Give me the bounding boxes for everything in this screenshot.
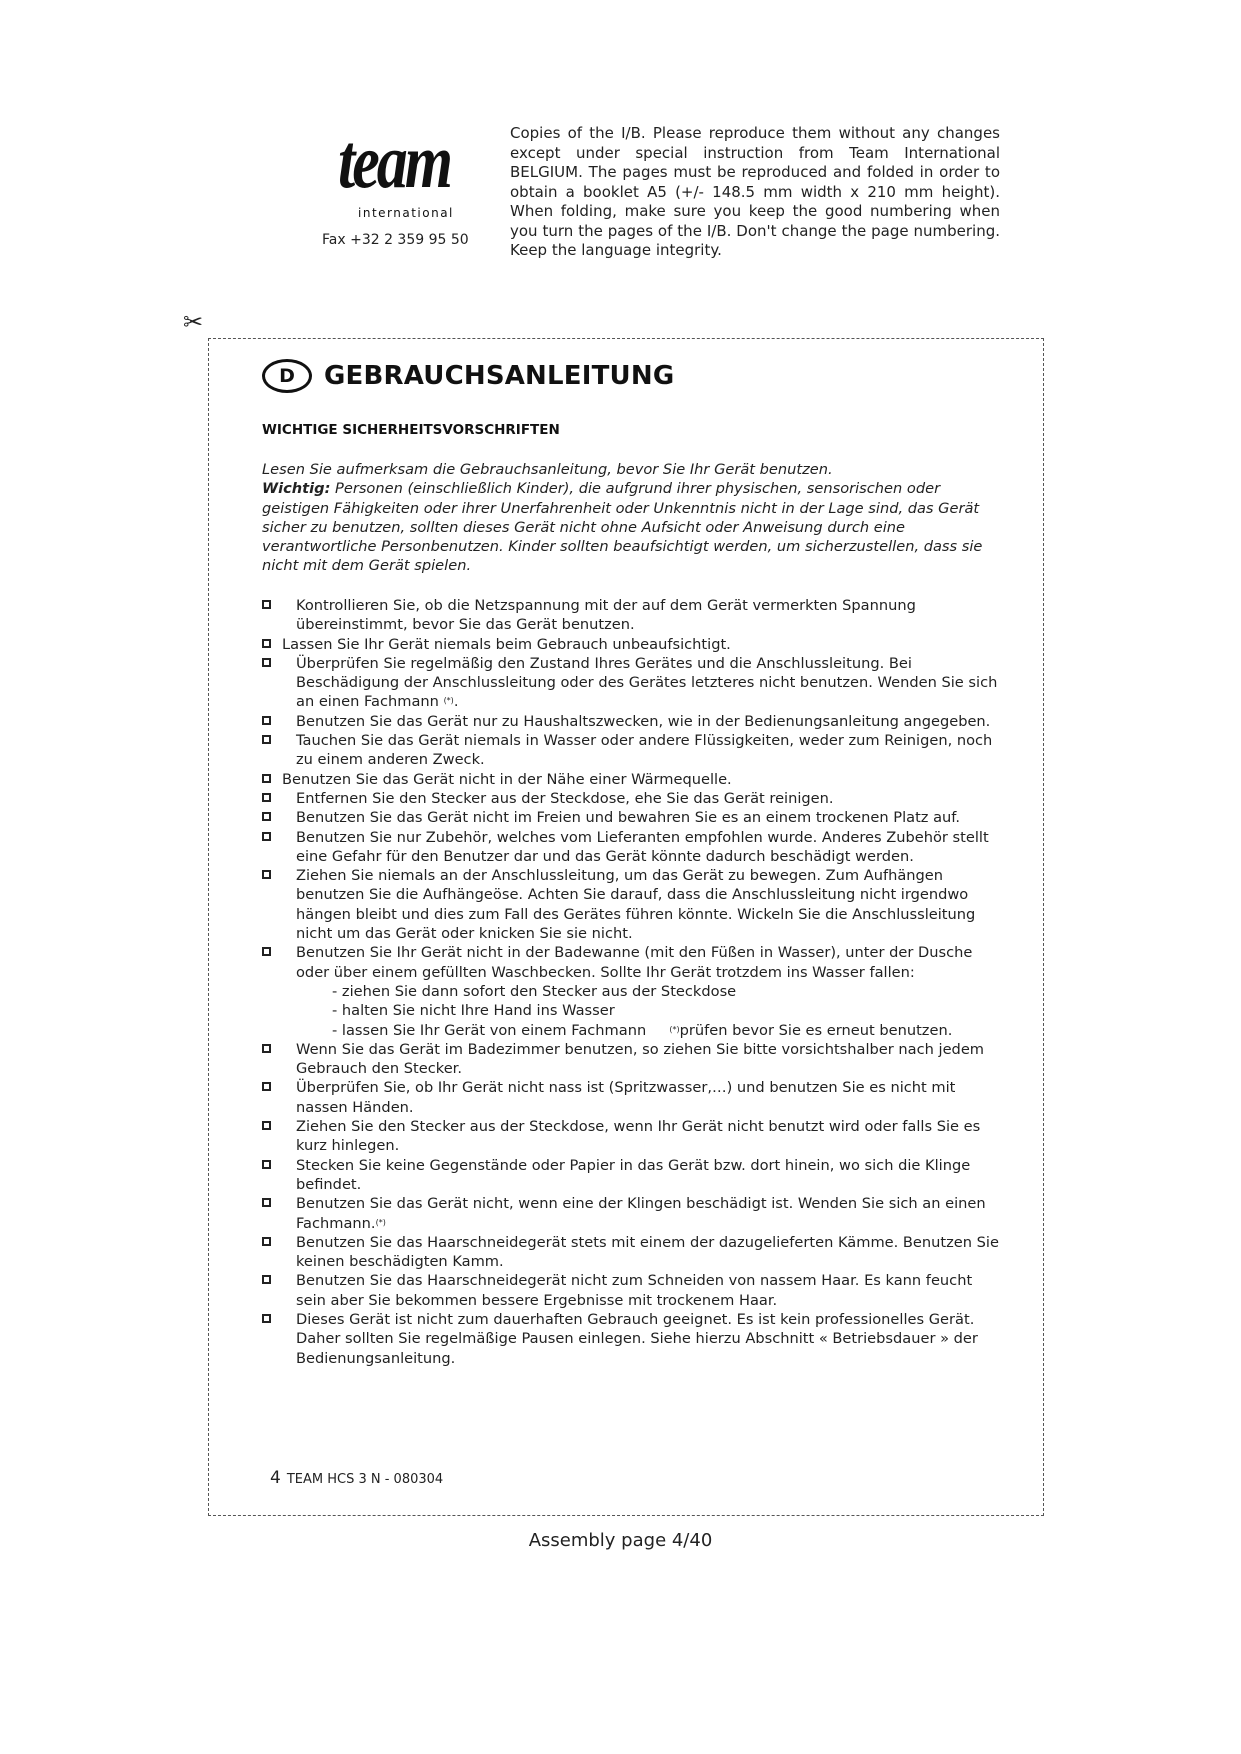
list-item: Dieses Gerät ist nicht zum dauerhaften Gebrauch geeignet. Es ist kein professionelles Gerät. Daher sollten Sie regelmäßige Pausen einlegen. Siehe hierzu Abschnitt « Betriebsdauer » der Bedienungsanleitung.: [262, 1310, 1002, 1368]
checkbox-icon: [262, 1314, 271, 1323]
checkbox-icon: [262, 793, 271, 802]
sub-list-item: - halten Sie nicht Ihre Hand ins Wasser: [332, 1002, 615, 1020]
list-item: Benutzen Sie das Haarschneidegerät stets mit einem der dazugelieferten Kämme. Benutzen Sie keinen beschädigten Kamm.: [262, 1233, 1002, 1272]
important-text: Personen (einschließlich Kinder), die aufgrund ihrer physischen, sensorischen oder geistigen Fähigkeiten oder ihrer Unerfahrenheit oder Unkenntnis nicht in der Lage sind, das Gerät sicher zu benutzen, sollten dieses Gerät nicht ohne Aufsicht oder Anweisung durch eine verantwortliche Personbenutzen. Kinder sollten beaufsichtigt werden, um sicherzustellen, dass sie nicht mit dem Gerät spielen.: [262, 480, 983, 575]
checkbox-icon: [262, 716, 271, 725]
logo-word: team: [338, 119, 450, 205]
checkbox-icon: [262, 947, 271, 956]
checkbox-icon: [262, 812, 271, 821]
list-item: Benutzen Sie das Gerät nur zu Haushaltszwecken, wie in der Bedienungsanleitung angegeben.: [262, 712, 1002, 731]
list-item: Entfernen Sie den Stecker aus der Steckdose, ehe Sie das Gerät reinigen.: [262, 789, 1002, 808]
footnote-marker: (*): [669, 1024, 680, 1034]
checkbox-icon: [262, 735, 271, 744]
section-title: WICHTIGE SICHERHEITSVORSCHRIFTEN: [262, 422, 560, 438]
fax-number: Fax +32 2 359 95 50: [322, 232, 469, 248]
list-item: Stecken Sie keine Gegenstände oder Papier in das Gerät bzw. dort hinein, wo sich die Klinge befindet.: [262, 1156, 1002, 1195]
list-item: Ziehen Sie den Stecker aus der Steckdose, wenn Ihr Gerät nicht benutzt wird oder falls Sie es kurz hinlegen.: [262, 1117, 1002, 1156]
intro-line: Lesen Sie aufmerksam die Gebrauchsanleitung, bevor Sie Ihr Gerät benutzen.: [262, 461, 833, 478]
checkbox-icon: [262, 639, 271, 648]
list-item: Überprüfen Sie regelmäßig den Zustand Ihres Gerätes und die Anschlussleitung. Bei Beschädigung der Anschlussleitung oder des Gerätes letzteres nicht benutzen. Wenden Sie sich an einen Fachmann (*).: [262, 654, 1002, 712]
checkbox-icon: [262, 1082, 271, 1091]
assembly-page-label: Assembly page 4/40: [528, 1530, 713, 1551]
list-item: Benutzen Sie nur Zubehör, welches vom Lieferanten empfohlen wurde. Anderes Zubehör stellt eine Gefahr für den Benutzer dar und das Gerät könnte dadurch beschädigt werden.: [262, 828, 1002, 867]
checkbox-icon: [262, 1160, 271, 1169]
checkbox-icon: [262, 774, 271, 783]
list-item: Ziehen Sie niemals an der Anschlussleitung, um das Gerät zu bewegen. Zum Aufhängen benutzen Sie die Aufhängeöse. Achten Sie darauf, dass die Anschlussleitung nicht irgendwo hängen bleibt und dies zum Fall des Gerätes führen könnte. Wickeln Sie die Anschlussleitung nicht um das Gerät oder knicken Sie sie nicht.: [262, 866, 1002, 943]
list-item: Lassen Sie Ihr Gerät niemals beim Gebrauch unbeaufsichtigt.: [262, 635, 1002, 654]
list-item: Benutzen Sie das Haarschneidegerät nicht zum Schneiden von nassem Haar. Es kann feucht sein aber Sie bekommen bessere Ergebnisse mit trockenem Haar.: [262, 1271, 1002, 1310]
page-title: GEBRAUCHSANLEITUNG: [324, 361, 675, 391]
list-item: Benutzen Sie das Gerät nicht in der Nähe einer Wärmequelle.: [262, 770, 1002, 789]
footnote-marker: (*): [443, 696, 454, 706]
list-item: Kontrollieren Sie, ob die Netzspannung mit der auf dem Gerät vermerkten Spannung übereinstimmt, bevor Sie das Gerät benutzen.: [262, 596, 1002, 635]
checkbox-icon: [262, 1237, 271, 1246]
page-number: 4: [270, 1468, 281, 1488]
checkbox-icon: [262, 1044, 271, 1053]
list-item: Tauchen Sie das Gerät niemals in Wasser oder andere Flüssigkeiten, weder zum Reinigen, noch zu einem anderen Zweck.: [262, 731, 1002, 770]
checkbox-icon: [262, 1275, 271, 1284]
footnote-marker: (*): [375, 1217, 386, 1227]
language-badge: D: [262, 359, 312, 393]
list-item: Benutzen Sie das Gerät nicht, wenn eine der Klingen beschädigt ist. Wenden Sie sich an einen Fachmann.(*): [262, 1194, 1002, 1233]
team-logo: [320, 118, 470, 230]
scissors-icon: ✂: [183, 308, 204, 336]
checkbox-icon: [262, 600, 271, 609]
list-item: Wenn Sie das Gerät im Badezimmer benutzen, so ziehen Sie bitte vorsichtshalber nach jedem Gebrauch den Stecker.: [262, 1040, 1002, 1079]
checkbox-icon: [262, 658, 271, 667]
checkbox-icon: [262, 1198, 271, 1207]
important-label: Wichtig:: [262, 480, 331, 498]
checkbox-icon: [262, 870, 271, 879]
intro-paragraph: [262, 460, 992, 576]
list-item: Benutzen Sie das Gerät nicht im Freien und bewahren Sie es an einem trockenen Platz auf.: [262, 808, 1002, 827]
logo-subword: international: [358, 206, 454, 220]
list-item: Überprüfen Sie, ob Ihr Gerät nicht nass ist (Spritzwasser,…) und benutzen Sie es nicht mit nassen Händen.: [262, 1078, 1002, 1117]
list-item: Benutzen Sie Ihr Gerät nicht in der Badewanne (mit den Füßen in Wasser), unter der Dusche oder über einem gefüllten Waschbecken. Sollte Ihr Gerät trotzdem ins Wasser fallen:: [262, 943, 1002, 982]
manual-heading: [262, 356, 674, 396]
sub-list-item: - ziehen Sie dann sofort den Stecker aus der Steckdose: [332, 982, 737, 1000]
safety-list: [262, 596, 1002, 1368]
important-note: [262, 479, 992, 575]
checkbox-icon: [262, 1121, 271, 1130]
page-code: TEAM HCS 3 N - 080304: [286, 1472, 444, 1487]
sub-list-item: - lassen Sie Ihr Gerät von einem Fachmann (*)prüfen bevor Sie es erneut benutzen.: [332, 1021, 953, 1039]
reproduction-instructions: Copies of the I/B. Please reproduce them without any changes except under special instruction from Team International BELGIUM. The pages must be reproduced and folded in order to obtain a booklet A5 (+/- 148.5 mm width x 210 mm height). When folding, make sure you keep the good numbering when you turn the pages of the I/B. Don't change the page numbering. Keep the language integrity.: [510, 124, 1000, 259]
page-footer: [270, 1468, 443, 1488]
checkbox-icon: [262, 832, 271, 841]
